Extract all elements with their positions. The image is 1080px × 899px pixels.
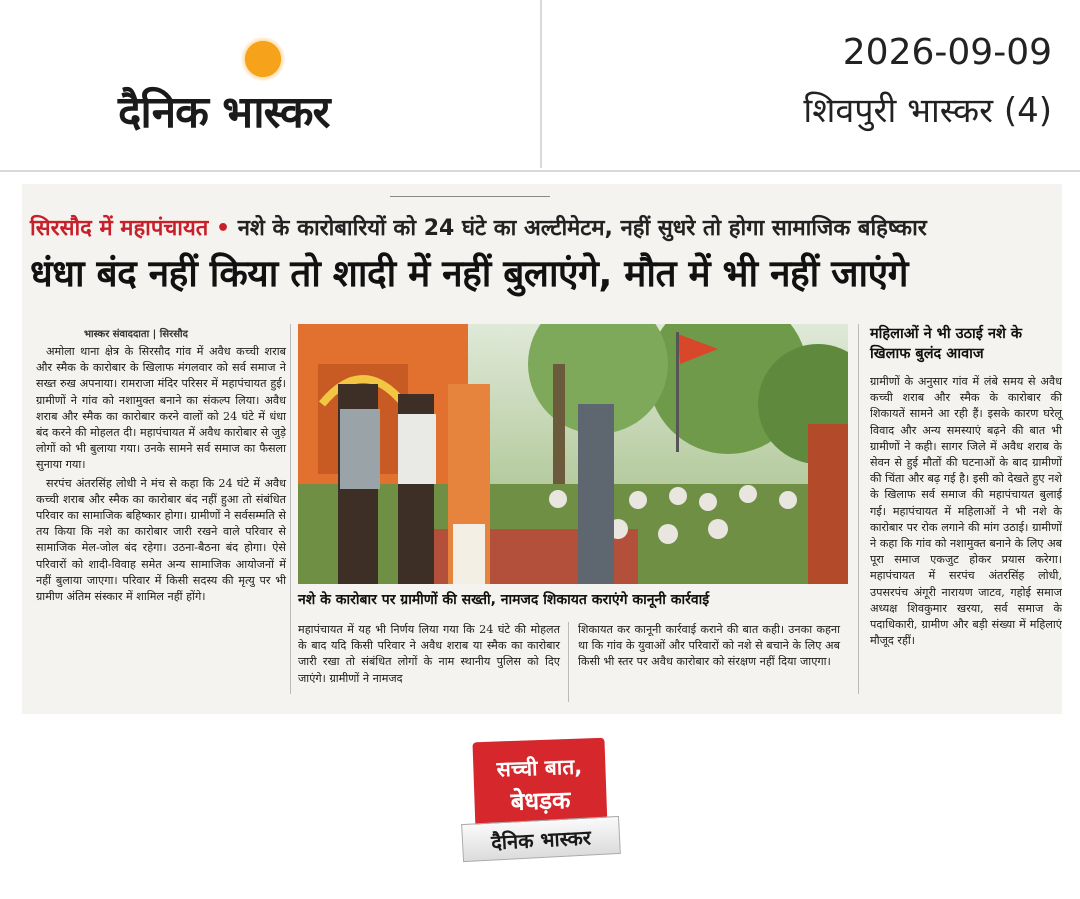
column-3: शिकायत कर कानूनी कार्रवाई कराने की बात कही। उनका कहना था कि गांव के युवाओं और परिवारों को नशे से बचाने के लिए अब किसी भी स्तर पर अवैध कारोबार को संरक्षण नहीं दिया जाएगा। [578,623,840,669]
byline: भास्कर संवाददाता | सिरसौद [84,329,188,340]
headline: धंधा बंद नहीं किया तो शादी में नहीं बुलाएंगे, मौत में भी नहीं जाएंगे [30,252,908,295]
promo-badge [462,740,618,860]
column-2: महापंचायत में यह भी निर्णय लिया गया कि 24 घंटे की मोहलत के बाद यदि किसी परिवार ने अवैध शराब या स्मैक का कारोबार जारी रखा तो संबंधित लोगों के नाम स्थानीय पुलिस को दिए जाएंगे। ग्रामीणों ने नामजद [298,623,560,685]
column-divider [568,622,569,702]
column-4: ग्रामीणों के अनुसार गांव में लंबे समय से अवैध कच्ची शराब और स्मैक के कारोबार की शिकायतें सामने आ रही हैं। इसके कारण घरेलू विवाद और अन्य समस्याएं बढ़ने की बात भी ग्रामीणों ने कही। सागर जिले में अवैध शराब के सेवन से हुई मौतों की घटनाओं के बाद ग्रामीणों की चिंता और बढ़ गई है। इसी को देखते हुए नशे के खिलाफ सर्व समाज की महापंचायत बुलाई गई। महापंचायत में महिलाओं ने भी नशे के कारोबार पर रोक लगाने की मांग उठाई। ग्रामीणों ने कहा कि गांव को नशामुक्त बनाने के लिए अब पूरा समाज एकजुट होकर प्रयास करेगा। महापंचायत में सरपंच अंतरसिंह लोधी, उपसरपंच अंगूरी नारायण जाटव, गहोई समाज अध्यक्ष शिवकुमार खरया, सर्व समाज के पदाधिकारी, ग्रामीण और बड़ी संख्या में महिलाएं मौजूद रहीं। [870,375,1062,648]
village-gathering-photo [298,324,848,584]
promo-newspaper [461,816,621,862]
page-header [0,0,1080,172]
promo-brand: दैनिक भास्कर [490,825,592,855]
header-divider [540,0,542,168]
paragraph: सरपंच अंतरसिंह लोधी ने मंच से कहा कि 24 घंटे में अवैध कच्ची शराब और स्मैक का कारोबार बंद नहीं हुआ तो संबंधित परिवार का सामाजिक बहिष्कार होगा। ग्रामीणों ने सर्वसम्मति से तय किया कि नशे का कारोबार जारी रखने वाले परिवार से सामाजिक मेल-जोल बंद रहेगा। उठना-बैठना बंद होगा। ऐसे परिवारों को शादी-विवाह समेत अन्य सामाजिक आयोजनों में नहीं बुलाया जाएगा। परिवार में किसी सदस्य की मृत्यु पर भी ग्रामीण अंतिम संस्कार में शामिल नहीं होंगे। [36,476,286,604]
newspaper-clipping [22,184,1062,714]
sun-logo-icon [240,36,286,82]
kicker-place: सिरसौद में महापंचायत • [30,216,231,241]
side-heading: महिलाओं ने भी उठाई नशे के खिलाफ बुलंद आवाज [870,326,1023,362]
column-divider [858,324,859,694]
promo-slogan-2: बेधड़क [510,785,571,817]
edition-label: शिवपुरी भास्कर (4) [803,91,1052,131]
kicker [30,212,927,242]
issue-date: 2026-09-09 [842,32,1052,73]
paragraph: अमोला थाना क्षेत्र के सिरसौद गांव में अवैध कच्ची शराब और स्मैक के कारोबार के खिलाफ मंगलवार को सर्व समाज ने सख्त रुख अपनाया। रामराजा मंदिर परिसर में महापंचायत हुई। ग्रामीणों ने गांव को नशामुक्त बनाने का संकल्प लिया। अवैध शराब और स्मैक का कारोबार करने वालों को 24 घंटे में धंधा बंद करने की मोहलत दी। महापंचायत में अवैध कारोबार से जुड़े लोगों को भी बुलाया गया। उनके सामने सर्व समाज का फैसला सुनाया गया। [36,345,286,472]
top-rule [390,196,550,197]
brand-logo: दैनिक भास्कर [118,87,330,138]
kicker-text: नशे के कारोबारियों को 24 घंटे का अल्टीमेटम, नहीं सुधरे तो होगा सामाजिक बहिष्कार [237,216,927,241]
news-photo [298,324,848,584]
column-1 [36,344,286,607]
promo-slogan-1: सच्ची बात, [496,754,583,782]
photo-caption: नशे के कारोबार पर ग्रामीणों की सख्ती, नामजद शिकायत कराएंगे कानूनी कार्रवाई [298,592,710,608]
column-divider [290,324,291,694]
